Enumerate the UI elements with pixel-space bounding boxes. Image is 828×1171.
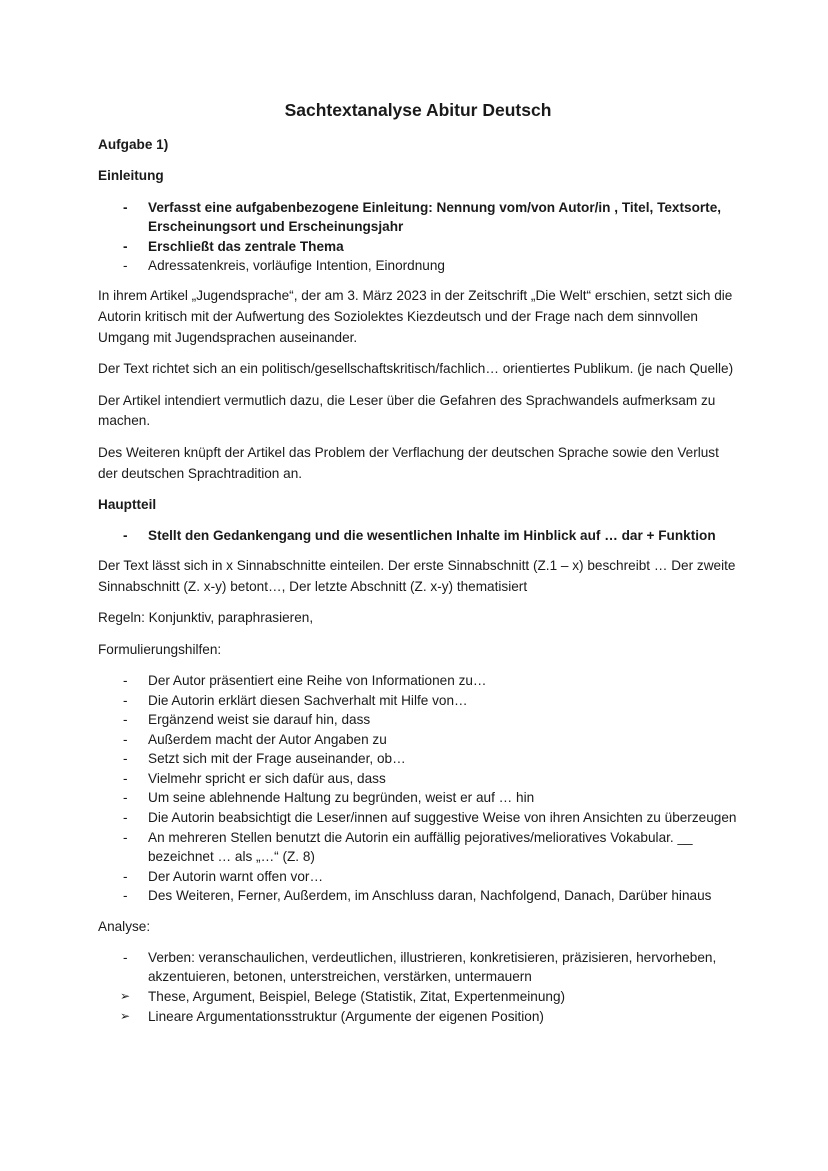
list-item-text: Verben: veranschaulichen, verdeutlichen, illustrieren, konkretisieren, präzisieren, hervorheben, akzentuieren, betonen, unterstreichen, verstärken, untermauern xyxy=(148,949,717,985)
paragraph: Des Weiteren knüpft der Artikel das Problem der Verflachung der deutschen Sprache sowie den Verlust der deutschen Sprachtradition an. xyxy=(98,444,719,481)
list-item-text: Vielmehr spricht er sich dafür aus, dass xyxy=(148,770,386,786)
list-item-text: Stellt den Gedankengang und die wesentlichen Inhalte im Hinblick auf … dar + Funktion xyxy=(148,528,716,544)
dash-bullet: - xyxy=(123,829,128,845)
arrow-bullet-icon: ➢ xyxy=(120,989,131,1004)
dash-bullet: - xyxy=(123,731,128,747)
list-item xyxy=(98,526,738,546)
dash-bullet: - xyxy=(123,238,128,254)
dash-bullet: - xyxy=(123,868,128,884)
einleitung-criteria-list xyxy=(98,198,738,276)
dash-bullet: - xyxy=(123,528,128,544)
formulierungshilfen-label: Formulierungshilfen: xyxy=(98,641,222,657)
section-heading-hauptteil: Hauptteil xyxy=(98,496,157,512)
list-item-text: Des Weiteren, Ferner, Außerdem, im Anschluss daran, Nachfolgend, Danach, Darüber hinaus xyxy=(148,888,712,904)
paragraph: Der Artikel intendiert vermutlich dazu, die Leser über die Gefahren des Sprachwandels aufmerksam zu machen. xyxy=(98,392,716,429)
list-item xyxy=(98,828,738,867)
list-item-text: Die Autorin beabsichtigt die Leser/innen auf suggestive Weise von ihren Ansichten zu überzeugen xyxy=(148,810,737,826)
list-item xyxy=(98,808,738,828)
list-item-text: Adressatenkreis, vorläufige Intention, Einordnung xyxy=(148,258,445,274)
list-item-text: Der Autorin warnt offen vor… xyxy=(148,868,324,884)
document-title: Sachtextanalyse Abitur Deutsch xyxy=(284,100,552,120)
list-item-text: Um seine ablehnende Haltung zu begründen, weist er auf … hin xyxy=(148,790,535,806)
dash-bullet: - xyxy=(123,672,128,688)
list-item xyxy=(98,788,738,808)
list-item xyxy=(98,749,738,769)
list-item xyxy=(98,769,738,789)
dash-bullet: - xyxy=(123,790,128,806)
dash-bullet: - xyxy=(123,770,128,786)
list-item xyxy=(98,886,738,906)
dash-bullet: - xyxy=(123,888,128,904)
list-item-text: Die Autorin erklärt diesen Sachverhalt mit Hilfe von… xyxy=(148,692,468,708)
paragraph: Der Text lässt sich in x Sinnabschnitte einteilen. Der erste Sinnabschnitt (Z.1 – x) beschreibt … Der zweite Sinnabschnitt (Z. x-y) betont…, Der letzte Abschnitt (Z. x-y) thematisiert xyxy=(98,558,736,595)
dash-bullet: - xyxy=(123,258,128,274)
document-content xyxy=(98,135,738,1037)
paragraph: In ihrem Artikel „Jugendsprache“, der am 3. März 2023 in der Zeitschrift „Die Welt“ erschien, setzt sich die Autorin kritisch mit der Aufwertung des Soziolektes Kiezdeutsch und der Frage nach dem sinnvollen Umgang mit Jugendsprachen auseinander. xyxy=(98,288,733,346)
hauptteil-criteria-list xyxy=(98,526,738,546)
list-item xyxy=(98,948,738,987)
dash-bullet: - xyxy=(123,712,128,728)
list-item xyxy=(98,198,738,237)
dash-bullet: - xyxy=(123,949,128,965)
list-item-text: Außerdem macht der Autor Angaben zu xyxy=(148,731,387,747)
list-item-text: Der Autor präsentiert eine Reihe von Informationen zu… xyxy=(148,672,487,688)
list-item-text: Lineare Argumentationsstruktur (Argumente der eigenen Position) xyxy=(148,1008,544,1024)
list-item xyxy=(98,671,738,691)
analyse-list xyxy=(98,948,738,1026)
dash-bullet: - xyxy=(123,199,128,215)
list-item xyxy=(98,256,738,276)
dash-bullet: - xyxy=(123,810,128,826)
list-item-text: Setzt sich mit der Frage auseinander, ob… xyxy=(148,751,406,767)
list-item-text: These, Argument, Beispiel, Belege (Statistik, Zitat, Expertenmeinung) xyxy=(148,989,566,1005)
dash-bullet: - xyxy=(123,751,128,767)
list-item xyxy=(98,867,738,887)
analyse-label: Analyse: xyxy=(98,918,151,934)
formulierungshilfen-list xyxy=(98,671,738,906)
arrow-bullet-icon: ➢ xyxy=(120,1008,131,1023)
list-item xyxy=(98,1007,738,1027)
list-item-text: An mehreren Stellen benutzt die Autorin ein auffällig pejoratives/melioratives Vokabular. __ bezeichnet … als „…“ (Z. 8) xyxy=(148,829,693,865)
list-item-text: Erschließt das zentrale Thema xyxy=(148,238,344,254)
task-heading: Aufgabe 1) xyxy=(98,137,169,152)
list-item xyxy=(98,691,738,711)
paragraph: Der Text richtet sich an ein politisch/gesellschaftskritisch/fachlich… orientiertes Publikum. (je nach Quelle) xyxy=(98,361,734,377)
list-item-text: Verfasst eine aufgabenbezogene Einleitung: Nennung vom/von Autor/in , Titel, Textsorte, Erscheinungsort und Erscheinungsjahr xyxy=(148,199,722,235)
list-item xyxy=(98,987,738,1007)
list-item xyxy=(98,710,738,730)
section-heading-einleitung: Einleitung xyxy=(98,168,164,184)
list-item-text: Ergänzend weist sie darauf hin, dass xyxy=(148,712,371,728)
dash-bullet: - xyxy=(123,692,128,708)
rules-line: Regeln: Konjunktiv, paraphrasieren, xyxy=(98,610,314,626)
list-item xyxy=(98,730,738,750)
list-item xyxy=(98,237,738,257)
